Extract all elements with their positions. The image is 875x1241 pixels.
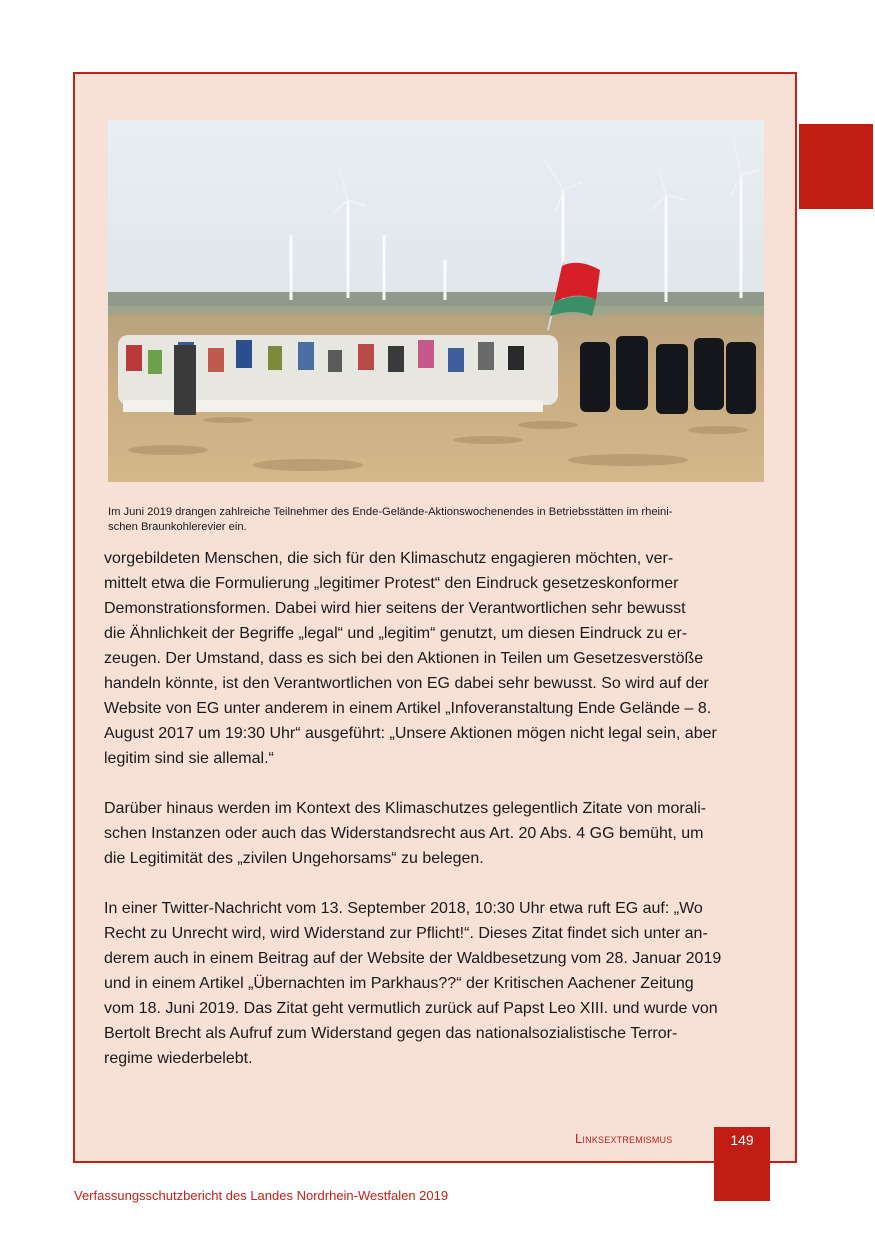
text-line: Darüber hinaus werden im Kontext des Klimaschutzes gelegentlich Zitate von morali-	[104, 800, 707, 817]
text-line: die Legitimität des „zivilen Ungehorsams“ zu belegen.	[104, 850, 484, 867]
text-line: regime wiederbelebt.	[104, 1050, 253, 1067]
text-line: Bertolt Brecht als Aufruf zum Widerstand gegen das nationalsozialistische Terror-	[104, 1025, 678, 1042]
paragraph-1	[104, 546, 772, 771]
caption-line: Im Juni 2019 drangen zahlreiche Teilnehmer des Ende-Gelände-Aktionswochenendes in Betriebsstätten im rheini-	[108, 506, 673, 518]
text-line: schen Instanzen oder auch das Widerstandsrecht aus Art. 20 Abs. 4 GG bemüht, um	[104, 825, 704, 842]
police-officers	[580, 336, 756, 414]
text-line: Website von EG unter anderem in einem Artikel „Infoveranstaltung Ende Gelände – 8.	[104, 700, 712, 717]
text-line: Recht zu Unrecht wird, wird Widerstand zur Pflicht!“. Dieses Zitat findet sich unter an-	[104, 925, 708, 942]
section-label: Linksextremismus	[575, 1131, 673, 1146]
photo-caption	[108, 505, 768, 534]
page-number-box	[714, 1127, 770, 1201]
text-line: vom 18. Juni 2019. Das Zitat geht vermutlich zurück auf Papst Leo XIII. und wurde von	[104, 1000, 718, 1017]
footer-title: Verfassungsschutzbericht des Landes Nordrhein-Westfalen 2019	[74, 1188, 449, 1203]
paragraph-2	[104, 796, 772, 871]
chapter-tab	[799, 124, 873, 209]
text-line: handeln könnte, ist den Verantwortlichen von EG dabei sehr bewusst. So wird auf der	[104, 675, 709, 692]
text-line: die Ähnlichkeit der Begriffe „legal“ und „legitim“ genutzt, um diesen Eindruck zu er-	[104, 625, 688, 642]
text-line: derem auch in einem Beitrag auf der Website der Waldbesetzung vom 28. Januar 2019	[104, 950, 722, 967]
text-line: und in einem Artikel „Übernachten im Parkhaus??“ der Kritischen Aachener Zeitung	[104, 975, 694, 992]
text-line: August 2017 um 19:30 Uhr“ ausgeführt: „Unsere Aktionen mögen nicht legal sein, aber	[104, 725, 717, 742]
text-line: zeugen. Der Umstand, dass es sich bei den Aktionen in Teilen um Gesetzesverstöße	[104, 650, 704, 667]
paragraph-3	[104, 896, 772, 1071]
protest-photo	[108, 120, 764, 482]
text-line: legitim sind sie allemal.“	[104, 750, 274, 767]
text-line: mittelt etwa die Formulierung „legitimer Protest“ den Eindruck gesetzeskonformer	[104, 575, 679, 592]
walking-person	[174, 345, 196, 415]
text-line: In einer Twitter-Nachricht vom 13. September 2018, 10:30 Uhr etwa ruft EG auf: „Wo	[104, 900, 703, 917]
page-number: 149	[730, 1132, 754, 1148]
caption-line: schen Braunkohlerevier ein.	[108, 520, 247, 533]
text-line: Demonstrationsformen. Dabei wird hier seitens der Verantwortlichen sehr bewusst	[104, 600, 686, 617]
text-line: vorgebildeten Menschen, die sich für den Klimaschutz engagieren möchten, ver-	[104, 550, 674, 567]
